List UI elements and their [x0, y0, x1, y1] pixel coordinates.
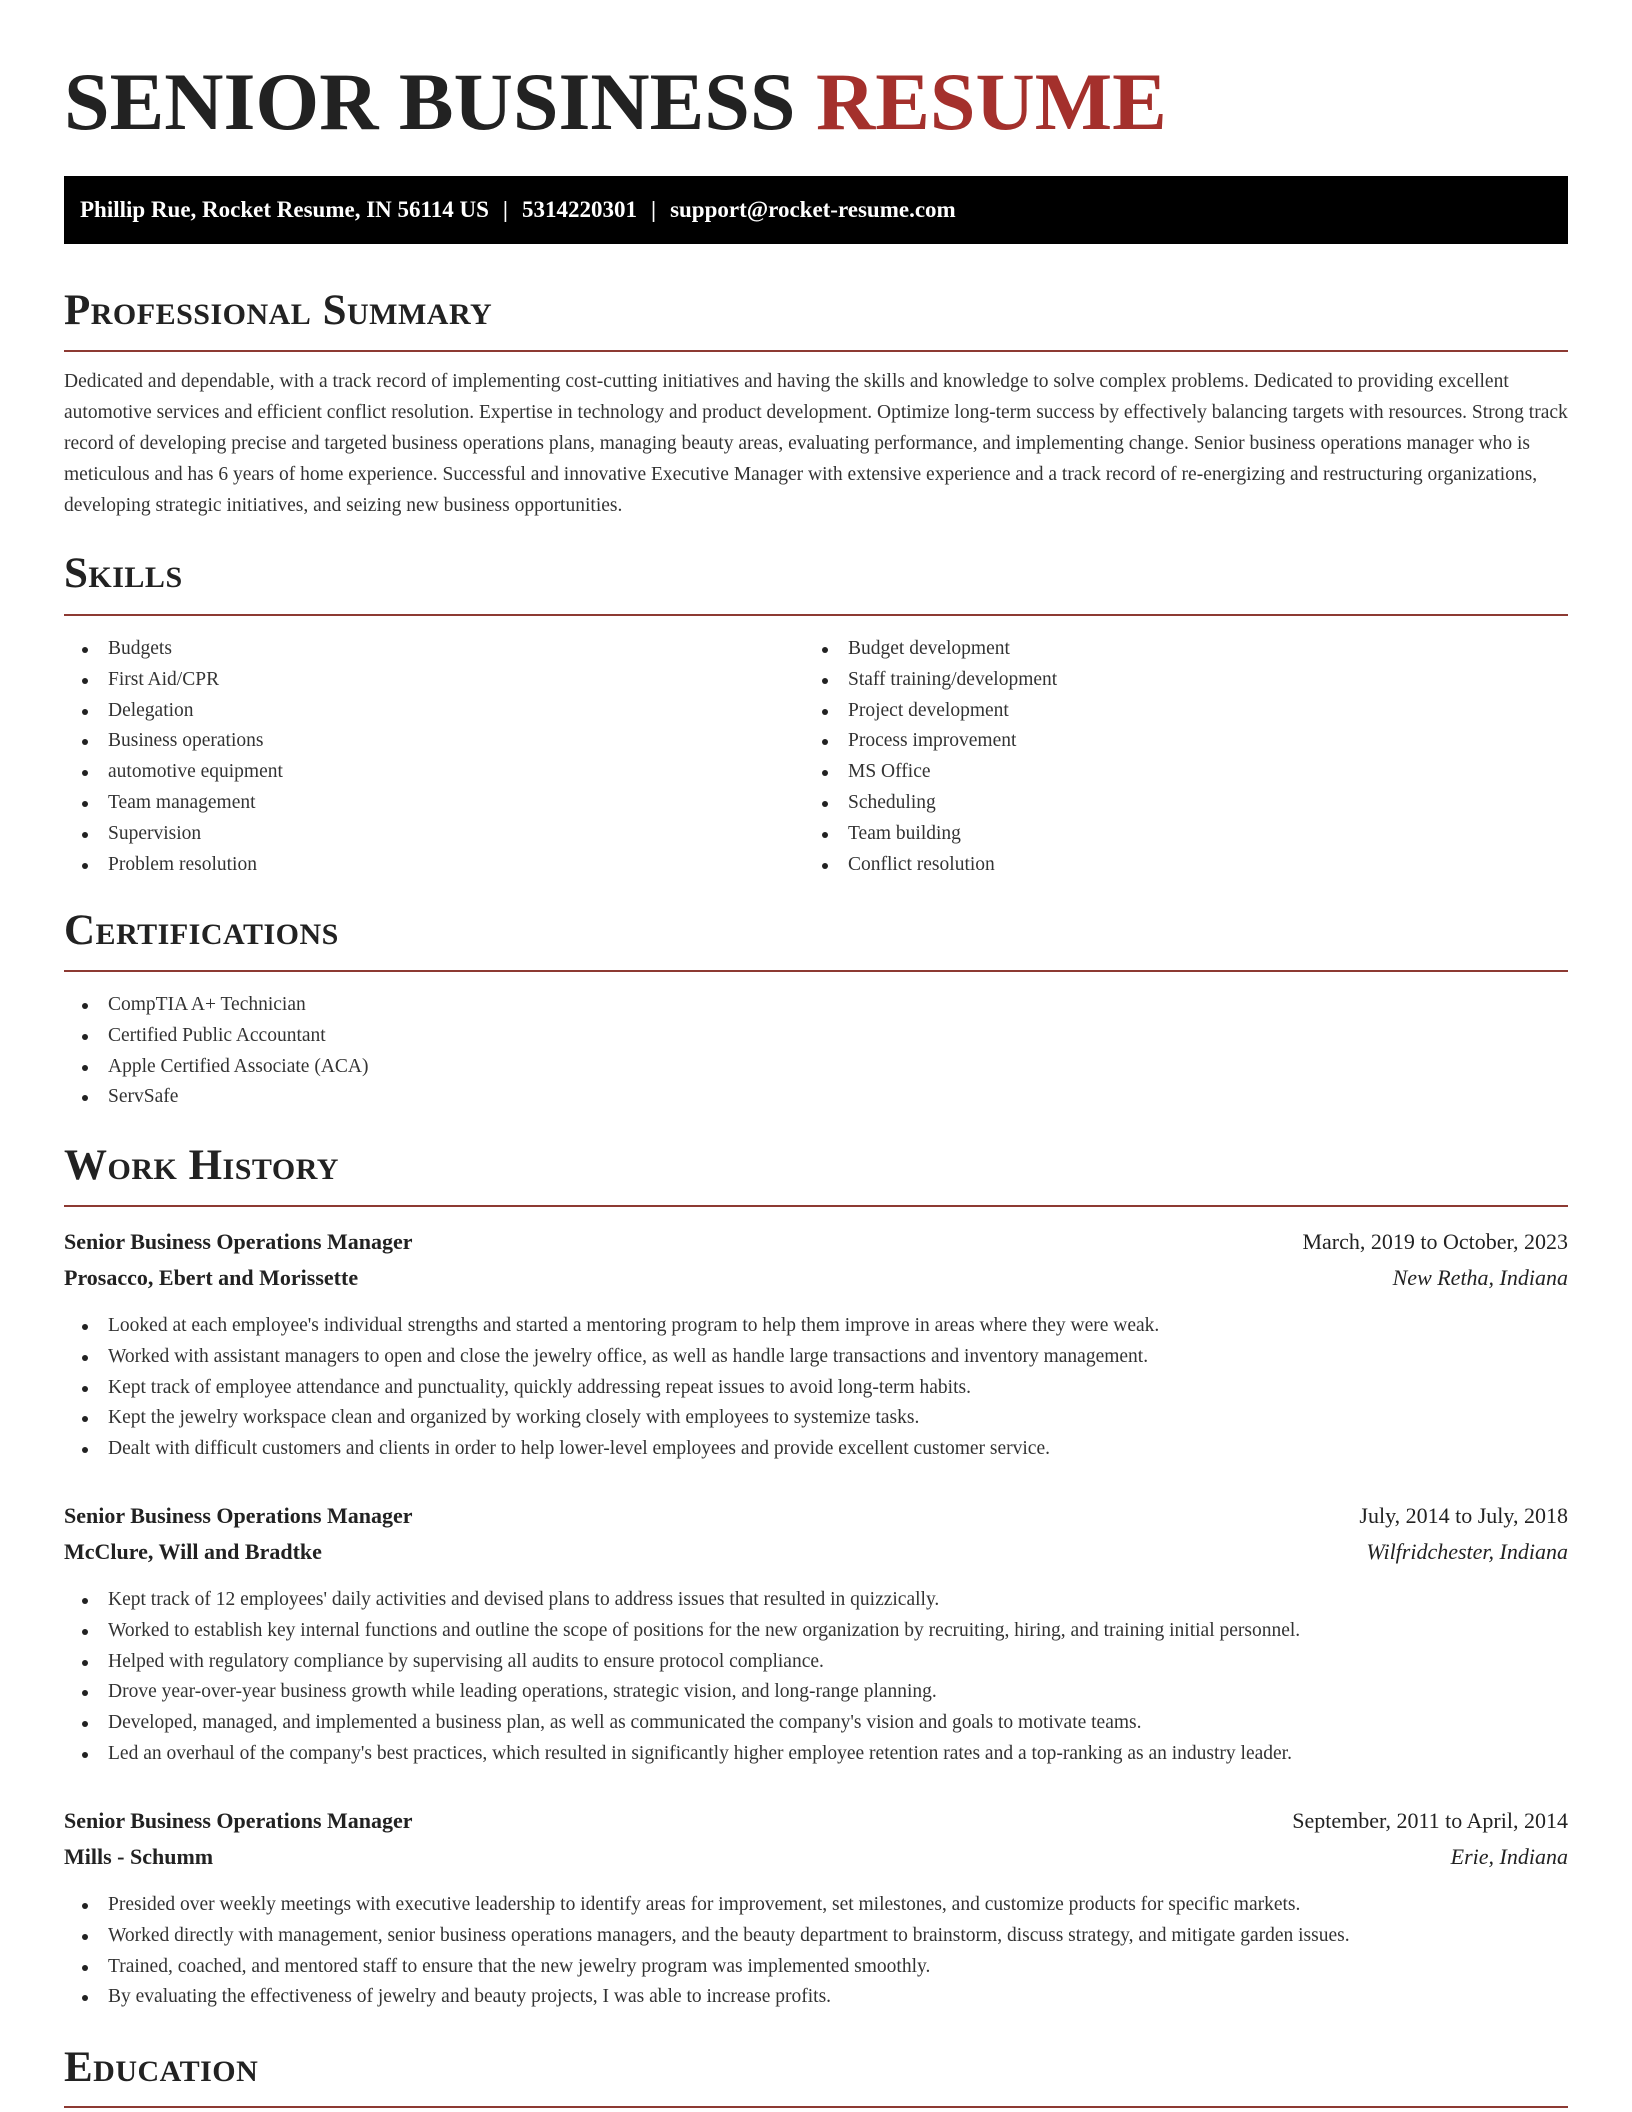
job-bullet: Trained, coached, and mentored staff to ensure that the new jewelry program was implemented smoothly.: [64, 1952, 1350, 1983]
certifications-divider: [64, 970, 1568, 972]
education-divider: [64, 2106, 1568, 2108]
skill-item: Budget development: [804, 634, 1057, 665]
skill-item: MS Office: [804, 757, 1057, 788]
job-company-row: [64, 1535, 1568, 1569]
certification-item: ServSafe: [64, 1082, 368, 1113]
skills-heading: Skills: [64, 550, 183, 597]
job-title-row: [64, 1499, 1568, 1533]
skill-item: Process improvement: [804, 726, 1057, 757]
job-company-row: [64, 1261, 1568, 1295]
education-heading: Education: [64, 2044, 259, 2091]
job-bullet: Worked to establish key internal functions and outline the scope of positions for the new organization by recruiting, hiring, and training initial personnel.: [64, 1616, 1300, 1647]
certification-item: CompTIA A+ Technician: [64, 990, 368, 1021]
job-bullet: Worked with assistant managers to open and close the jewelry office, as well as handle large transactions and inventory management.: [64, 1342, 1159, 1373]
job-company: Prosacco, Ebert and Morissette: [64, 1265, 359, 1290]
job-location: New Retha, Indiana: [1392, 1265, 1568, 1290]
job-bullet: Kept the jewelry workspace clean and organized by working closely with employees to systemize tasks.: [64, 1403, 1159, 1434]
job-bullet-list: [64, 1890, 1350, 2013]
contact-bar: [64, 176, 1568, 244]
work-history-heading: Work History: [64, 1142, 339, 1189]
job-company-row: [64, 1840, 1568, 1874]
job-dates: September, 2011 to April, 2014: [1292, 1808, 1568, 1833]
job-bullet: Looked at each employee's individual strengths and started a mentoring program to help them improve in areas where they were weak.: [64, 1311, 1159, 1342]
job-location: Erie, Indiana: [1450, 1844, 1568, 1869]
summary-text: Dedicated and dependable, with a track record of implementing cost-cutting initiatives and having the skills and knowledge to solve complex problems. Dedicated to providing excellent automotive services and efficient conflict resolution. Expertise in technology and product development. Optimize long-term success by effectively balancing targets with resources. Strong track record of developing precise and targeted business operations plans, managing beauty areas, evaluating performance, and implementing change. Senior business operations manager who is meticulous and has 6 years of home experience. Successful and innovative Executive Manager with extensive experience and a track record of re-energizing and restructuring organizations, developing strategic initiatives, and seizing new business opportunities.: [64, 371, 1568, 516]
contact-address: Phillip Rue, Rocket Resume, IN 56114 US: [80, 197, 489, 222]
skill-item: Business operations: [64, 726, 283, 757]
job-bullet: Led an overhaul of the company's best practices, which resulted in significantly higher employee retention rates and a top-ranking as an industry leader.: [64, 1739, 1300, 1770]
job-bullet: Developed, managed, and implemented a business plan, as well as communicated the company's vision and goals to motivate teams.: [64, 1708, 1300, 1739]
certifications-list: [64, 990, 368, 1113]
job-bullet: Presided over weekly meetings with executive leadership to identify areas for improvement, set milestones, and customize products for specific markets.: [64, 1890, 1350, 1921]
skill-item: Team building: [804, 819, 1057, 850]
contact-separator: |: [502, 197, 508, 222]
job-bullet: Drove year-over-year business growth while leading operations, strategic vision, and long-range planning.: [64, 1677, 1300, 1708]
job-location: Wilfridchester, Indiana: [1366, 1539, 1568, 1564]
job-dates: July, 2014 to July, 2018: [1359, 1503, 1568, 1528]
title-main: SENIOR BUSINESS: [64, 56, 796, 147]
skill-item: Staff training/development: [804, 665, 1057, 696]
skill-item: Budgets: [64, 634, 283, 665]
job-title: Senior Business Operations Manager: [64, 1808, 413, 1833]
certification-item: Certified Public Accountant: [64, 1021, 368, 1052]
job-bullet: Kept track of 12 employees' daily activities and devised plans to address issues that resulted in quizzically.: [64, 1585, 1300, 1616]
job-company: Mills - Schumm: [64, 1844, 214, 1869]
job-bullet-list: [64, 1585, 1300, 1770]
resume-title: [64, 0, 1568, 146]
contact-separator: |: [650, 197, 657, 222]
job-title-row: [64, 1804, 1568, 1838]
certification-item: Apple Certified Associate (ACA): [64, 1052, 368, 1083]
skill-item: automotive equipment: [64, 757, 283, 788]
skills-divider: [64, 614, 1568, 616]
job-bullet: Dealt with difficult customers and clients in order to help lower-level employees and provide excellent customer service.: [64, 1434, 1159, 1465]
job-dates: March, 2019 to October, 2023: [1302, 1229, 1568, 1254]
skills-list-left: [64, 634, 283, 880]
skill-item: Delegation: [64, 696, 283, 727]
job-title: Senior Business Operations Manager: [64, 1503, 413, 1528]
title-accent: RESUME: [815, 56, 1167, 147]
job-bullet-list: [64, 1311, 1159, 1465]
job-title: Senior Business Operations Manager: [64, 1229, 413, 1254]
skill-item: First Aid/CPR: [64, 665, 283, 696]
job-company: McClure, Will and Bradtke: [64, 1539, 322, 1564]
job-bullet: Worked directly with management, senior business operations managers, and the beauty department to brainstorm, discuss strategy, and mitigate garden issues.: [64, 1921, 1350, 1952]
summary-divider: [64, 350, 1568, 352]
job-bullet: Kept track of employee attendance and punctuality, quickly addressing repeat issues to avoid long-term habits.: [64, 1373, 1159, 1404]
contact-phone: 5314220301: [521, 197, 637, 222]
skill-item: Scheduling: [804, 788, 1057, 819]
skills-list-right: [804, 634, 1057, 880]
contact-email: support@rocket-resume.com: [670, 197, 956, 222]
work-history-divider: [64, 1205, 1568, 1207]
resume-page: [64, 0, 1568, 2091]
skill-item: Supervision: [64, 819, 283, 850]
skill-item: Project development: [804, 696, 1057, 727]
skill-item: Team management: [64, 788, 283, 819]
job-bullet: Helped with regulatory compliance by supervising all audits to ensure protocol compliance.: [64, 1647, 1300, 1678]
certifications-heading: Certifications: [64, 907, 339, 954]
job-bullet: By evaluating the effectiveness of jewelry and beauty projects, I was able to increase profits.: [64, 1982, 1350, 2013]
skill-item: Problem resolution: [64, 850, 283, 881]
summary-heading: Professional Summary: [64, 287, 493, 334]
skill-item: Conflict resolution: [804, 850, 1057, 881]
job-title-row: [64, 1225, 1568, 1259]
